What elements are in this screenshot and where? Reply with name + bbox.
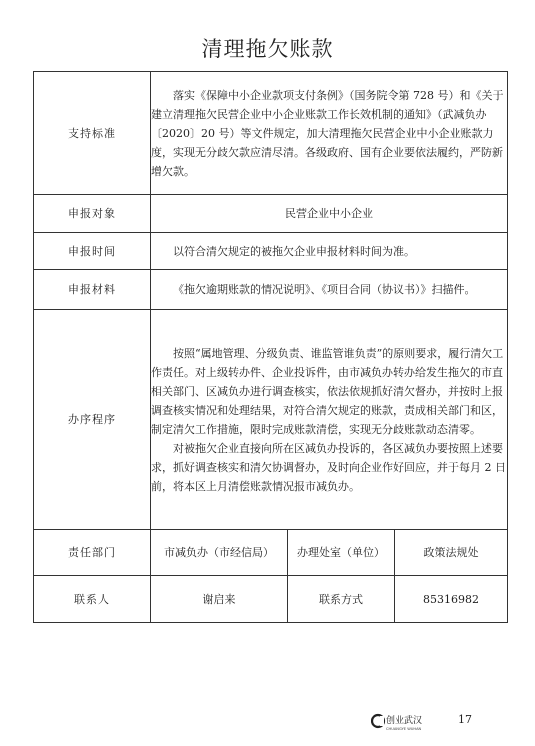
responsible-dept: 市减负办（市经信局）	[151, 530, 288, 576]
table-row-materials	[34, 270, 508, 310]
table-row-procedure	[34, 310, 508, 530]
table-row-basis	[34, 72, 508, 195]
contact-phone: 85316982	[395, 576, 508, 623]
row-label-materials: 申报材料	[34, 270, 151, 310]
procedure-paragraph-1: 按照“属地管理、分级负责、谁监管谁负责”的原则要求，履行清欠工作责任。对上级转办件、企业投诉件，由市减负办转办给发生拖欠的市直相关部门、区减负办进行调查核实，依法依规抓好清欠督办，并按时上报调查核实情况和处理结果，对符合清欠规定的账款，责成相关部门和区，制定清欠工作措施，限时完成账款清偿，实现无分歧账款动态清零。	[151, 346, 504, 436]
row-label-responsible: 责任部门	[34, 530, 151, 576]
table-row-target	[34, 195, 508, 233]
table-row-time	[34, 233, 508, 270]
time-text	[151, 233, 508, 270]
row-label-basis: 支持标准	[34, 72, 151, 195]
page-title: 清理拖欠账款	[201, 37, 334, 61]
materials-paragraph: 《拖欠逾期账款的情况说明》、《项目合同（协议书）》扫描件。	[173, 283, 476, 296]
basis-text	[151, 72, 508, 195]
materials-text	[151, 270, 508, 310]
page-number: 17	[458, 713, 472, 726]
time-paragraph: 以符合清欠规定的被拖欠企业申报材料时间为准。	[173, 244, 415, 258]
row-label-procedure: 办序程序	[34, 310, 151, 530]
row-label-time: 申报时间	[34, 233, 151, 270]
procedure-paragraph-2: 对被拖欠企业直接向所在区减负办投诉的，各区减负办要按照上述要求，抓好调查核实和清欠协调督办，及时向企业作好回应，并于每月 2 日前，将本区上月清偿账款情况报市减负办。	[151, 441, 506, 493]
target-text: 民营企业中小企业	[151, 195, 508, 233]
row-label-target: 申报对象	[34, 195, 151, 233]
table-row-responsible	[34, 530, 508, 576]
contact-method-label: 联系方式	[288, 576, 395, 623]
info-table	[33, 71, 508, 623]
office-label: 办理处室（单位）	[288, 530, 395, 576]
row-label-contact: 联系人	[34, 576, 151, 623]
office-value: 政策法规处	[395, 530, 508, 576]
logo-text: 创业武汉	[386, 716, 423, 726]
procedure-text	[151, 310, 508, 530]
chuangye-wuhan-logo	[371, 707, 461, 735]
logo-subtext: CHUANGYE WUHAN	[386, 727, 422, 731]
basis-paragraph: 落实《保障中小企业款项支付条例》（国务院令第 728 号）和《关于建立清理拖欠民营企业中小企业账款工作长效机制的通知》（武减负办〔2020〕20 号）等文件规定，加大清理拖欠民营企业中小企业账款力度，实现无分歧欠款应清尽清。各级政府、国有企业要依法履约，严防新增欠款。	[151, 88, 504, 178]
contact-name: 谢启来	[151, 576, 288, 623]
table-row-contact	[34, 576, 508, 623]
